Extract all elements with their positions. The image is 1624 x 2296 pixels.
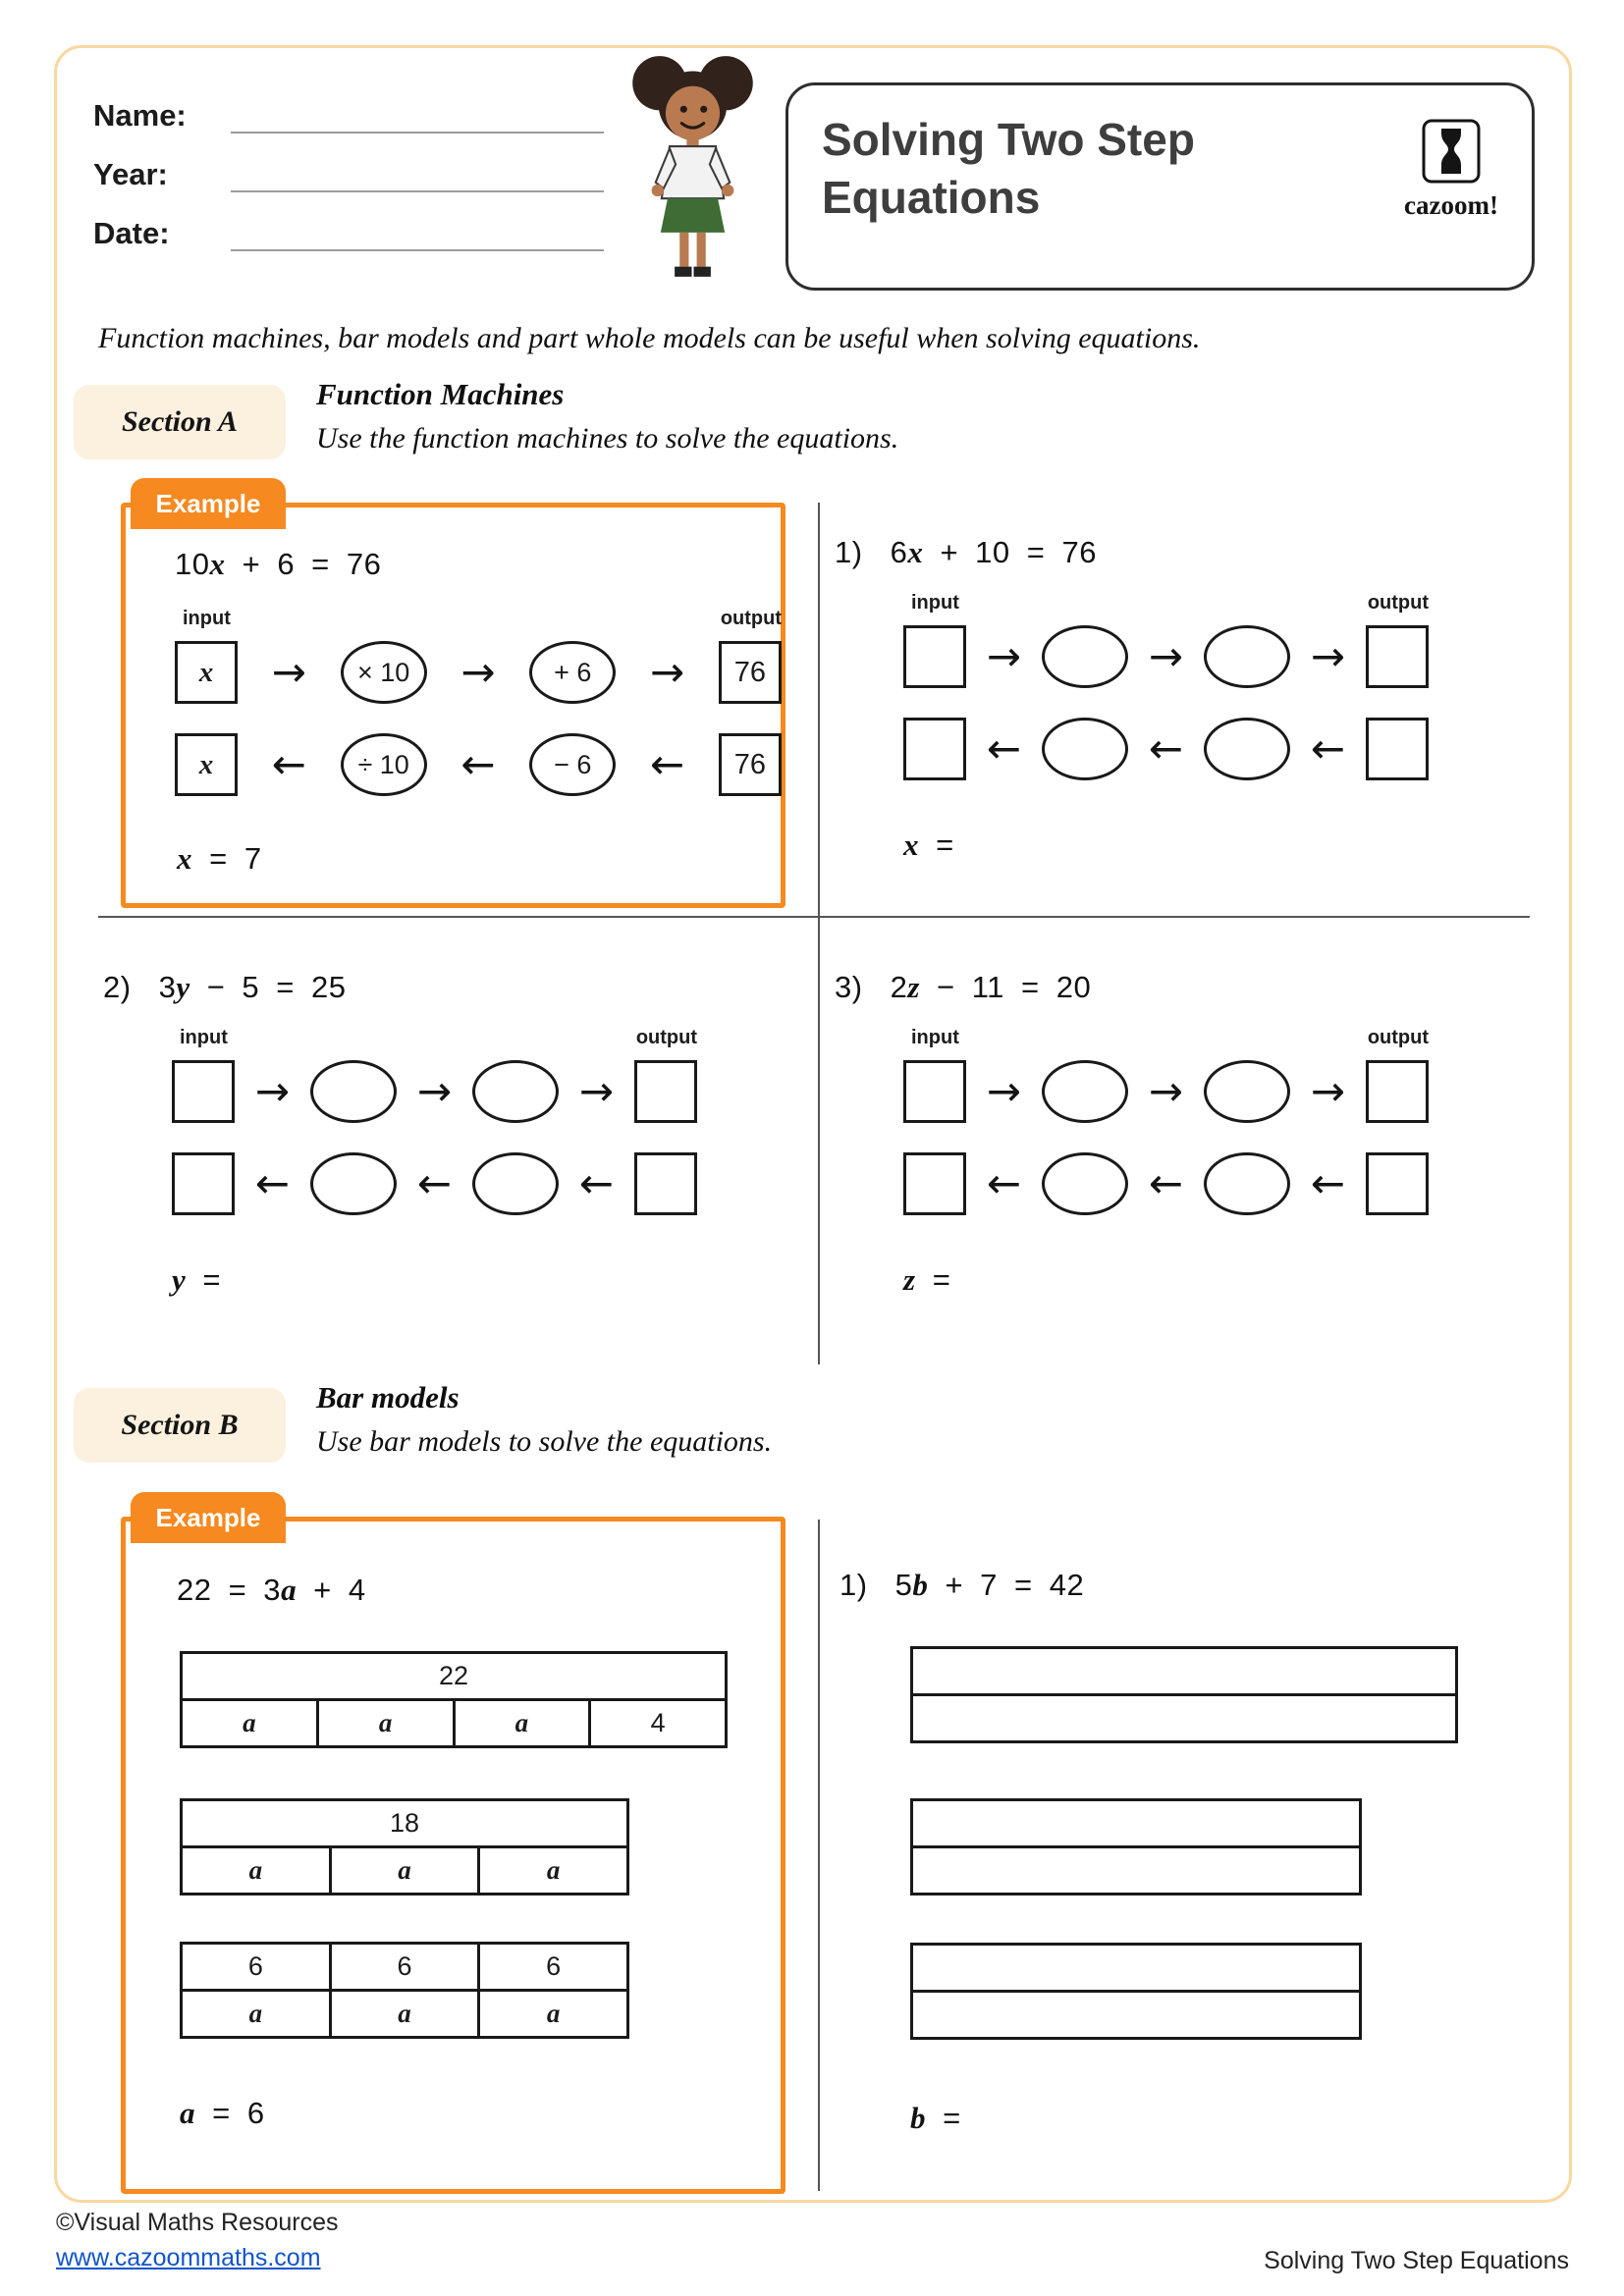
machine-op2-circle[interactable] <box>472 1060 559 1123</box>
bar-model-3 <box>180 1942 629 2039</box>
question-number: 2) <box>103 970 132 1004</box>
cazoom-logo <box>1394 119 1508 221</box>
machine-op1-circle <box>341 733 427 796</box>
column-divider <box>818 503 820 1364</box>
bar-cell: 6 <box>329 1945 478 1989</box>
bar-cell: a <box>477 1992 626 2036</box>
machine-labels <box>175 608 782 633</box>
machine-output-box[interactable] <box>1366 625 1429 688</box>
arrow-left-icon: ← <box>986 724 1022 773</box>
arrow-left-icon: ← <box>460 740 496 788</box>
arrow-right-icon: → <box>986 632 1022 680</box>
machine-output-box[interactable] <box>634 1152 697 1215</box>
machine-output-box <box>719 733 782 796</box>
output-label: output <box>1367 1027 1429 1048</box>
arrow-left-icon: ← <box>1148 724 1184 773</box>
date-label: Date: <box>93 216 170 250</box>
bar-cell: a <box>243 1708 256 1737</box>
arrow-right-icon: → <box>986 1067 1022 1115</box>
example-b-equation: 22 = 3a + 4 <box>177 1573 366 1607</box>
footer-link[interactable]: www.cazoommaths.com <box>56 2244 321 2271</box>
title-line-2: Equations <box>822 171 1041 223</box>
mascot-illustration <box>617 49 769 290</box>
machine-output-box[interactable] <box>1366 1152 1429 1215</box>
machine-backward-row <box>172 1150 697 1217</box>
student-info <box>93 96 604 273</box>
question-2-header <box>103 970 731 1005</box>
machine-op1-circle <box>341 641 427 704</box>
example-b-box <box>121 1517 785 2194</box>
bar-cell: a <box>453 1701 589 1745</box>
machine-op2-circle[interactable] <box>472 1152 559 1215</box>
worksheet-title <box>822 111 1195 227</box>
machine-forward-row <box>903 623 1429 690</box>
bar-cell: a <box>316 1701 453 1745</box>
footer-link-wrap <box>56 2244 321 2272</box>
machine-labels <box>903 1027 1429 1052</box>
question-number: 1) <box>835 535 863 569</box>
bar-blank-cell[interactable] <box>913 1848 1359 1893</box>
question-number: 1) <box>839 1568 868 1602</box>
question-b1 <box>839 1568 1468 2136</box>
section-a-title: Function Machines <box>316 377 565 411</box>
arrow-left-icon: ← <box>986 1159 1022 1207</box>
bar-parts-row <box>183 1989 626 2036</box>
arrow-left-icon: ← <box>1310 1159 1346 1207</box>
bar-model-blank-1 <box>910 1646 1458 1743</box>
machine-op1-circle[interactable] <box>1042 1060 1128 1123</box>
machine-op2-value: − 6 <box>554 749 592 779</box>
output-label: output <box>635 1027 697 1048</box>
arrow-right-icon: → <box>578 1067 615 1115</box>
example-a-box <box>121 503 785 908</box>
output-label: output <box>720 608 782 629</box>
arrow-right-icon: → <box>1148 632 1184 680</box>
machine-backward-row <box>903 716 1429 782</box>
name-input-line[interactable] <box>231 96 604 133</box>
row-divider <box>98 916 1530 918</box>
name-row <box>93 96 604 133</box>
bar-cell: a <box>329 1848 478 1893</box>
input-label: input <box>911 592 959 614</box>
bar-total-row <box>913 1649 1455 1693</box>
machine-output-value: 76 <box>733 656 767 688</box>
arrow-left-icon: ← <box>1310 724 1346 773</box>
year-input-line[interactable] <box>231 155 604 192</box>
bar-model-blank-2 <box>910 1798 1362 1896</box>
year-label: Year: <box>93 157 168 191</box>
bar-total-row <box>183 1945 626 1989</box>
machine-output-box[interactable] <box>1366 1060 1429 1123</box>
question-2 <box>103 970 731 1298</box>
question-equation: 2z − 11 = 20 <box>890 970 1092 1004</box>
section-a-badge: Section A <box>74 385 286 459</box>
machine-output-box[interactable] <box>634 1060 697 1123</box>
arrow-left-icon: ← <box>254 1159 291 1207</box>
question-3 <box>835 970 1463 1298</box>
answer-blank[interactable]: x = <box>903 828 954 862</box>
arrow-left-icon: ← <box>578 1159 615 1207</box>
question-1 <box>835 535 1463 863</box>
machine-op1-circle[interactable] <box>1042 1152 1128 1215</box>
machine-input-box <box>175 733 238 796</box>
machine-op2-circle <box>529 733 616 796</box>
machine-input-box[interactable] <box>903 625 966 688</box>
section-b-title: Bar models <box>316 1380 460 1415</box>
bar-cell: 22 <box>438 1661 469 1690</box>
arrow-right-icon: → <box>460 648 496 696</box>
machine-input-box[interactable] <box>903 1060 966 1123</box>
bar-parts-row <box>913 1845 1359 1893</box>
machine-input-value: x <box>198 656 214 688</box>
bar-cell: a <box>248 1999 263 2028</box>
section-b-subtitle: Use bar models to solve the equations. <box>316 1425 773 1458</box>
bar-parts-row <box>183 1845 626 1893</box>
machine-op2-value: + 6 <box>554 657 592 687</box>
machine-op1-circle[interactable] <box>1042 718 1128 780</box>
bar-total-row <box>183 1801 626 1845</box>
column-divider <box>818 1520 820 2191</box>
question-equation: 6x + 10 = 76 <box>890 535 1097 569</box>
arrow-right-icon: → <box>254 1067 291 1115</box>
answer-blank[interactable]: y = <box>172 1262 221 1297</box>
section-a-subtitle: Use the function machines to solve the equations. <box>316 422 899 454</box>
question-b1-header <box>839 1568 1468 1603</box>
date-row <box>93 214 604 251</box>
answer-blank[interactable]: b = <box>910 2101 961 2135</box>
bar-blank-cell[interactable] <box>913 1801 1359 1845</box>
bar-total-row <box>183 1654 725 1698</box>
bar-model-2 <box>180 1798 629 1896</box>
question-1-header <box>835 535 1463 570</box>
bar-cell: 4 <box>588 1701 725 1745</box>
year-row <box>93 155 604 192</box>
question-equation: 5b + 7 = 42 <box>894 1568 1085 1602</box>
example-a-function-machine <box>175 608 782 824</box>
arrow-right-icon: → <box>650 648 685 696</box>
mascot-girl-icon <box>617 49 769 285</box>
machine-forward-row <box>175 639 782 706</box>
example-a-equation: 10x + 6 = 76 <box>175 547 382 581</box>
machine-input-box[interactable] <box>903 718 966 780</box>
bar-blank-cell[interactable] <box>913 1993 1359 2037</box>
output-label: output <box>1367 592 1429 614</box>
arrow-right-icon: → <box>1148 1067 1184 1115</box>
machine-op2-circle <box>529 641 616 704</box>
machine-forward-row <box>903 1058 1429 1125</box>
machine-op1-value: × 10 <box>356 657 410 687</box>
machine-output-box[interactable] <box>1366 718 1429 780</box>
machine-output-box <box>719 641 782 704</box>
bar-cell: 6 <box>477 1945 626 1989</box>
machine-backward-row <box>175 731 782 798</box>
bar-total-row <box>913 1946 1359 1990</box>
bar-parts-row <box>183 1698 725 1745</box>
bar-cell: a <box>477 1848 626 1893</box>
machine-input-box[interactable] <box>172 1060 235 1123</box>
machine-input-box[interactable] <box>903 1152 966 1215</box>
bar-blank-cell[interactable] <box>913 1649 1455 1693</box>
footer-copyright: ©Visual Maths Resources <box>56 2209 339 2236</box>
bar-cell: 18 <box>389 1808 420 1838</box>
question-3-header <box>835 970 1463 1005</box>
machine-labels <box>172 1027 697 1052</box>
arrow-left-icon: ← <box>1148 1159 1184 1207</box>
arrow-right-icon: → <box>271 648 306 696</box>
input-label: input <box>180 1027 228 1048</box>
bar-parts-row <box>913 1990 1359 2037</box>
intro-text: Function machines, bar models and part whole models can be useful when solving equations. <box>98 322 1201 354</box>
machine-op1-circle[interactable] <box>310 1152 397 1215</box>
example-b-tab: Example <box>131 1492 286 1543</box>
bar-model-1 <box>180 1651 728 1748</box>
bar-total-row <box>913 1801 1359 1845</box>
machine-labels <box>903 592 1429 617</box>
title-line-1: Solving Two Step <box>822 114 1195 165</box>
machine-op2-circle[interactable] <box>1204 718 1290 780</box>
machine-backward-row <box>903 1150 1429 1217</box>
bar-blank-cell[interactable] <box>913 1696 1455 1740</box>
machine-forward-row <box>172 1058 697 1125</box>
machine-op1-value: ÷ 10 <box>357 749 409 779</box>
question-equation: 3y − 5 = 25 <box>158 970 347 1004</box>
arrow-right-icon: → <box>1310 1067 1346 1115</box>
worksheet-title-box <box>785 82 1535 291</box>
machine-op2-circle[interactable] <box>1204 1060 1290 1123</box>
footer-title: Solving Two Step Equations <box>1264 2247 1569 2274</box>
section-a-heading <box>316 377 898 455</box>
input-label: input <box>911 1027 959 1048</box>
example-a-tab: Example <box>131 478 286 529</box>
cazoom-logo-text: cazoom! <box>1404 190 1498 220</box>
arrow-left-icon: ← <box>416 1159 453 1207</box>
machine-output-value: 76 <box>733 748 767 780</box>
bar-model-blank-3 <box>910 1943 1362 2040</box>
machine-op1-circle[interactable] <box>1042 625 1128 688</box>
bar-cell: 6 <box>247 1951 263 1981</box>
machine-op2-circle[interactable] <box>1204 625 1290 688</box>
question-1-function-machine <box>903 592 1429 782</box>
example-b-answer: a = 6 <box>180 2096 265 2130</box>
bar-cell: a <box>248 1855 263 1885</box>
arrow-right-icon: → <box>416 1067 453 1115</box>
arrow-left-icon: ← <box>271 740 306 788</box>
cazoom-logo-icon <box>1422 119 1481 184</box>
example-a-answer: x = 7 <box>177 841 262 876</box>
machine-op1-circle[interactable] <box>310 1060 397 1123</box>
bar-blank-cell[interactable] <box>913 1946 1359 1990</box>
date-input-line[interactable] <box>231 214 604 251</box>
section-b-badge: Section B <box>74 1388 286 1463</box>
question-number: 3) <box>835 970 863 1004</box>
machine-op2-circle[interactable] <box>1204 1152 1290 1215</box>
arrow-right-icon: → <box>1310 632 1346 680</box>
answer-blank[interactable]: z = <box>903 1262 951 1297</box>
name-label: Name: <box>93 98 187 133</box>
question-2-function-machine <box>172 1027 697 1217</box>
question-3-function-machine <box>903 1027 1429 1217</box>
section-b-heading <box>316 1380 772 1459</box>
machine-input-box[interactable] <box>172 1152 235 1215</box>
bar-parts-row <box>913 1693 1455 1740</box>
arrow-left-icon: ← <box>650 740 685 788</box>
machine-input-box <box>175 641 238 704</box>
bar-cell: a <box>329 1992 478 2036</box>
input-label: input <box>183 608 231 629</box>
machine-input-value: x <box>198 748 214 780</box>
